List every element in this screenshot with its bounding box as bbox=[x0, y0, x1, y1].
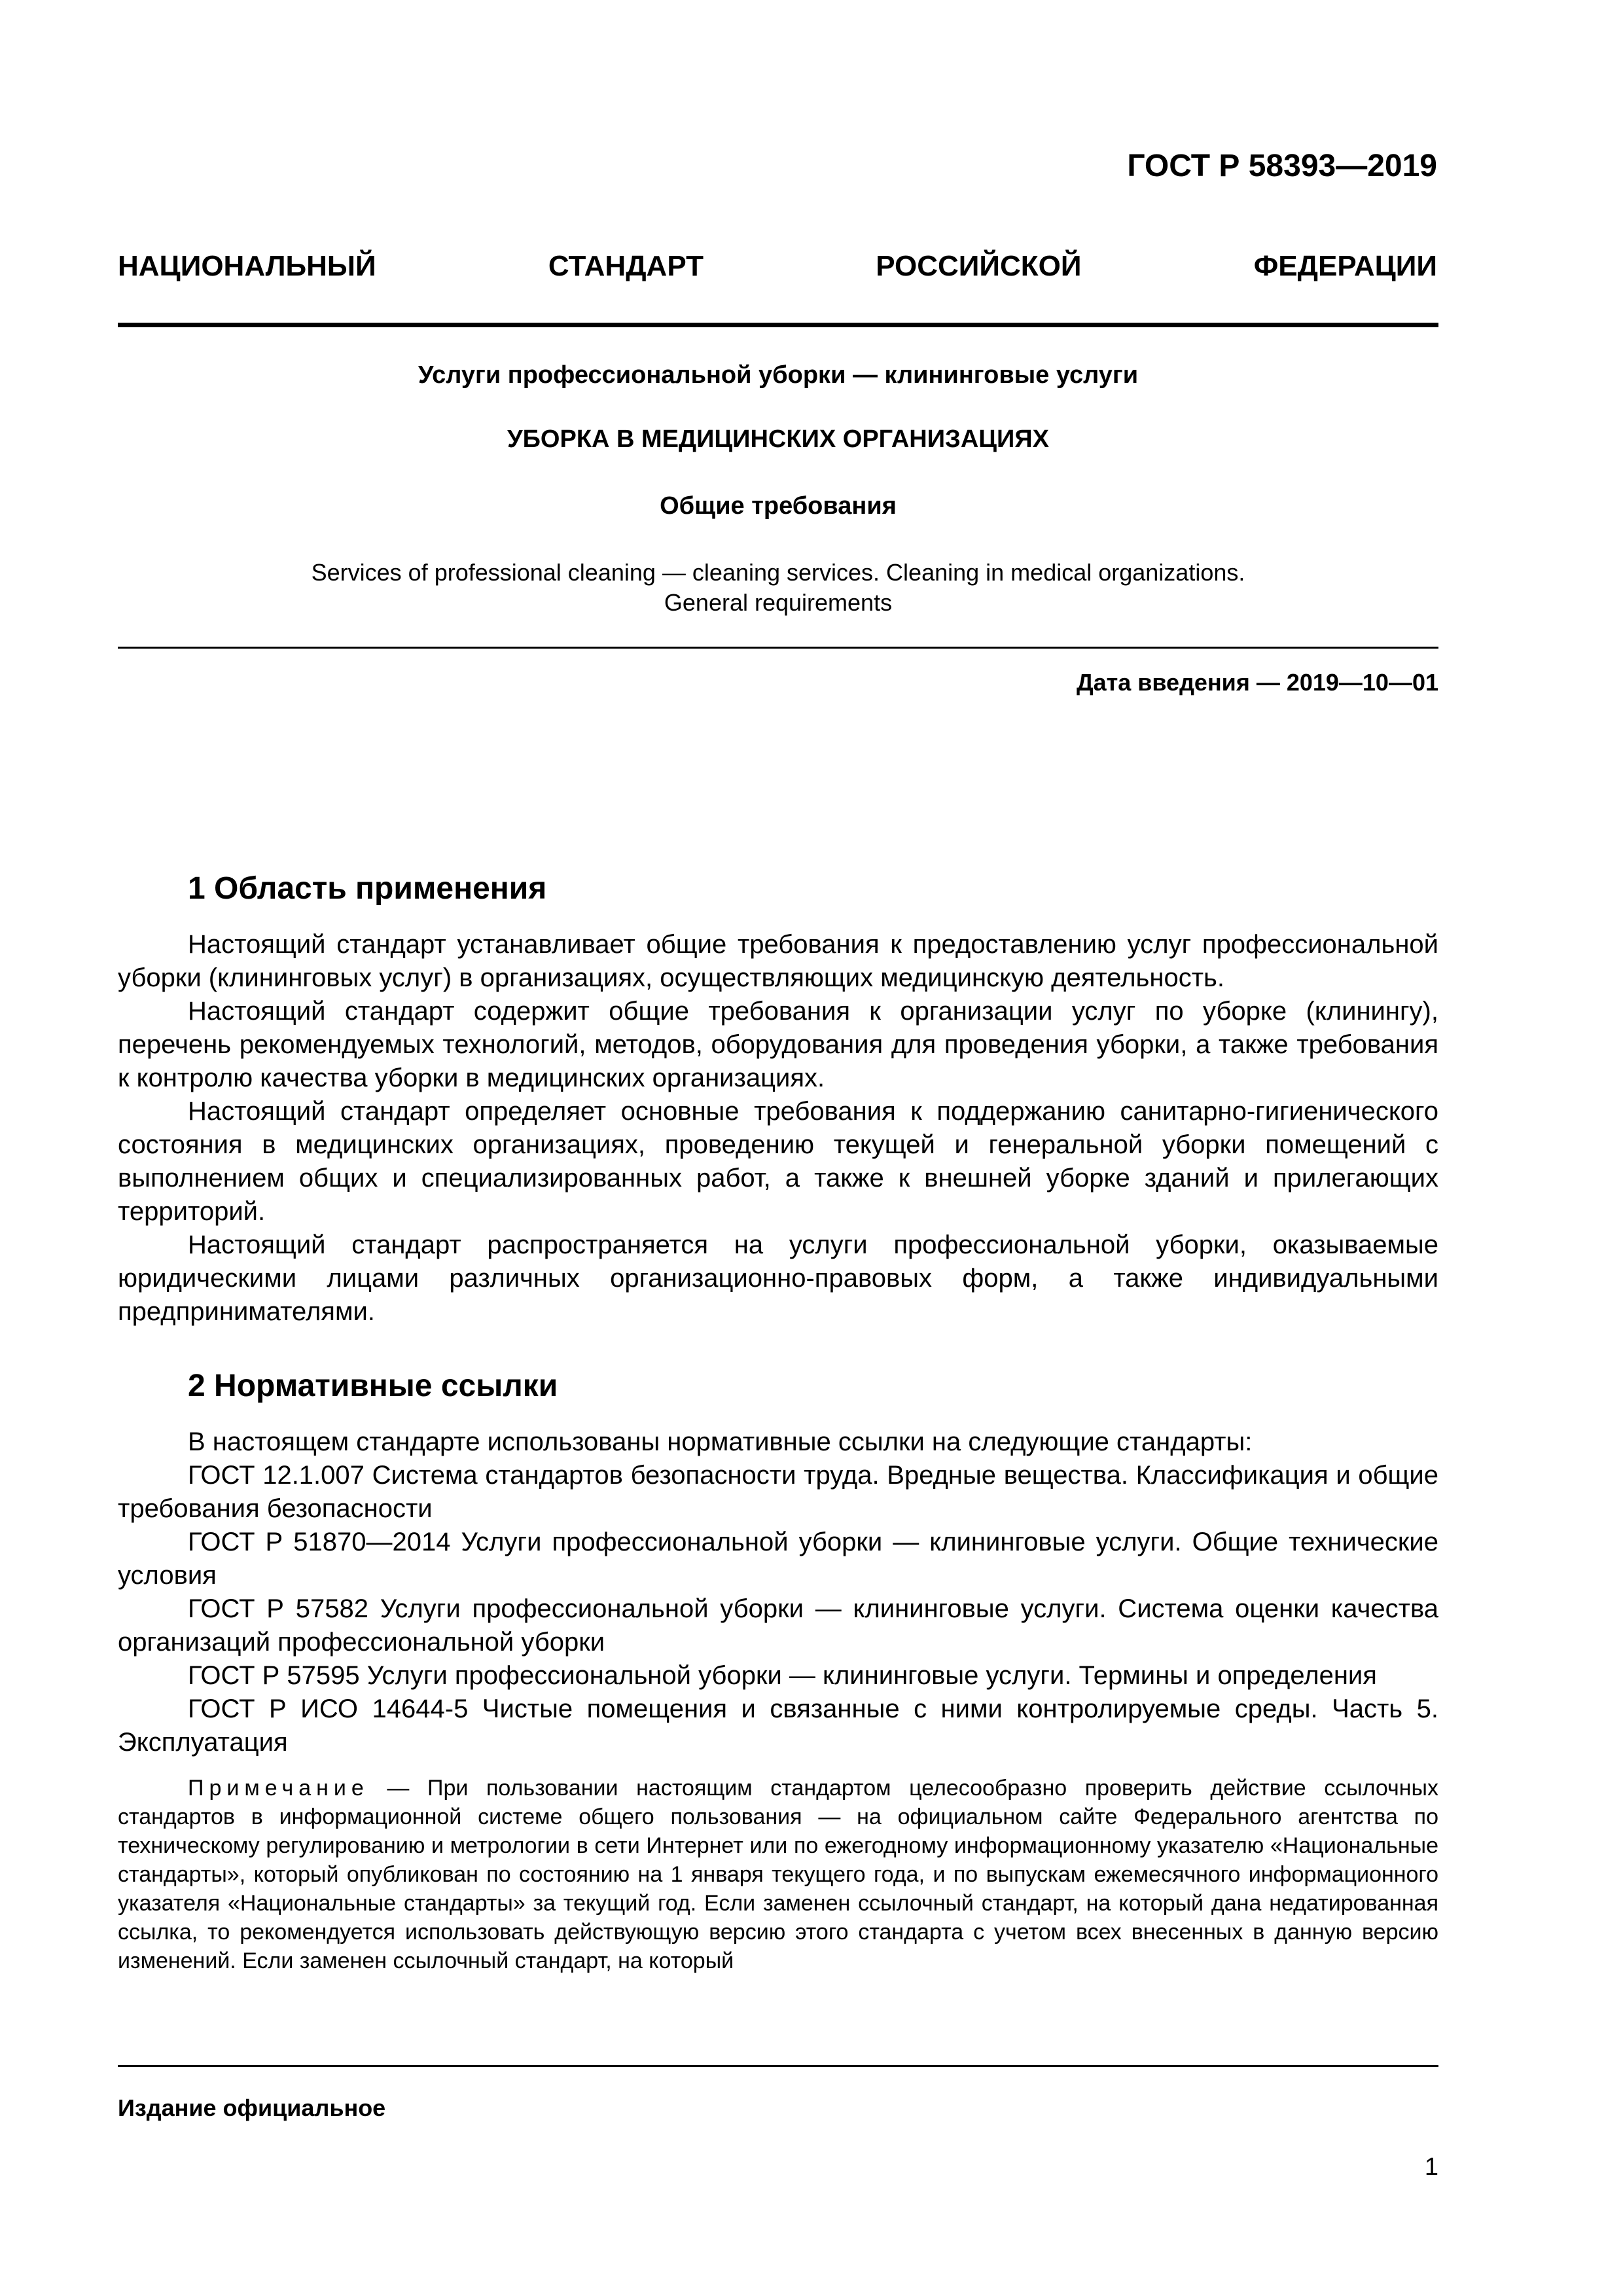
national-standard-banner: НАЦИОНАЛЬНЫЙ СТАНДАРТ РОССИЙСКОЙ ФЕДЕРАЦИИ bbox=[118, 250, 1437, 282]
paragraph: Настоящий стандарт распространяется на услуги профессиональной уборки, оказываемые юридическими лицами различных организационно-правовых форм, а также индивидуальными предпринимателями. bbox=[118, 1230, 1438, 1326]
section-2-body bbox=[118, 1426, 1438, 1759]
reference-item: ГОСТ Р ИСО 14644-5 Чистые помещения и связанные с ними контролируемые среды. Часть 5. Эксплуатация bbox=[118, 1695, 1438, 1757]
section-1-heading: 1 Область применения bbox=[188, 871, 547, 906]
reference-item: ГОСТ Р 51870—2014 Услуги профессиональной уборки — клининговые услуги. Общие технические условия bbox=[118, 1528, 1438, 1590]
document-title-main: УБОРКА В МЕДИЦИНСКИХ ОРГАНИЗАЦИЯХ bbox=[507, 425, 1050, 453]
note bbox=[118, 1774, 1438, 1975]
introduction-date: Дата введения — 2019—10—01 bbox=[1076, 669, 1438, 696]
title-divider bbox=[118, 647, 1438, 649]
footer-divider bbox=[118, 2065, 1438, 2067]
document-title: Услуги профессиональной уборки — клининговые услуги bbox=[418, 361, 1139, 389]
paragraph: В настоящем стандарте использованы нормативные ссылки на следующие стандарты: bbox=[188, 1427, 1253, 1456]
reference-item: ГОСТ Р 57595 Услуги профессиональной уборки — клининговые услуги. Термины и определения bbox=[188, 1661, 1377, 1690]
paragraph: Настоящий стандарт определяет основные требования к поддержанию санитарно-гигиенического состояния в медицинских организациях, проведению текущей и генеральной уборки помещений с выполнением общих и специализированных работ, а также к внешней уборке зданий и прилегающих территорий. bbox=[118, 1097, 1438, 1226]
reference-item: ГОСТ 12.1.007 Система стандартов безопасности труда. Вредные вещества. Классификация и общие требования безопасности bbox=[118, 1461, 1438, 1523]
document-subtitle: Общие требования bbox=[660, 492, 897, 520]
edition-label: Издание официальное bbox=[118, 2094, 386, 2121]
page-number: 1 bbox=[1424, 2153, 1438, 2181]
document-number: ГОСТ Р 58393—2019 bbox=[1127, 149, 1437, 183]
section-1-body bbox=[118, 928, 1438, 1329]
english-title-line-1: Services of professional cleaning — cleaning services. Cleaning in medical organizations. bbox=[311, 559, 1245, 586]
note-text: — При пользовании настоящим стандартом целесообразно проверить действие ссылочных стандартов в информационной системе общего пользования — на официальном сайте Федерального агентства по техническому регулированию и метрологии в сети Интернет или по ежегодному информационному указателю «Национальные стандарты», который опубликован по состоянию на 1 января текущего года, и по выпускам ежемесячного информационного указателя «Национальные стандарты» за текущий год. Если заменен ссылочный стандарт, на который дана недатированная ссылка, то рекомендуется использовать действующую версию этого стандарта с учетом всех внесенных в данную версию изменений. Если заменен ссылочный стандарт, на который bbox=[118, 1776, 1438, 1973]
paragraph: Настоящий стандарт содержит общие требования к организации услуг по уборке (клинингу), перечень рекомендуемых технологий, методов, оборудования для проведения уборки, а также требования к контролю качества уборки в медицинских организациях. bbox=[118, 997, 1438, 1092]
document-title-english bbox=[118, 558, 1438, 618]
english-title-line-2: General requirements bbox=[664, 589, 893, 616]
paragraph: Настоящий стандарт устанавливает общие требования к предоставлению услуг профессиональной уборки (клининговых услуг) в организациях, осуществляющих медицинскую деятельность. bbox=[118, 930, 1438, 992]
reference-item: ГОСТ Р 57582 Услуги профессиональной уборки — клининговые услуги. Система оценки качества организаций профессиональной уборки bbox=[118, 1594, 1438, 1657]
section-2-heading: 2 Нормативные ссылки bbox=[188, 1369, 558, 1403]
header-divider bbox=[118, 323, 1438, 327]
note-label: Примечание bbox=[188, 1776, 369, 1801]
